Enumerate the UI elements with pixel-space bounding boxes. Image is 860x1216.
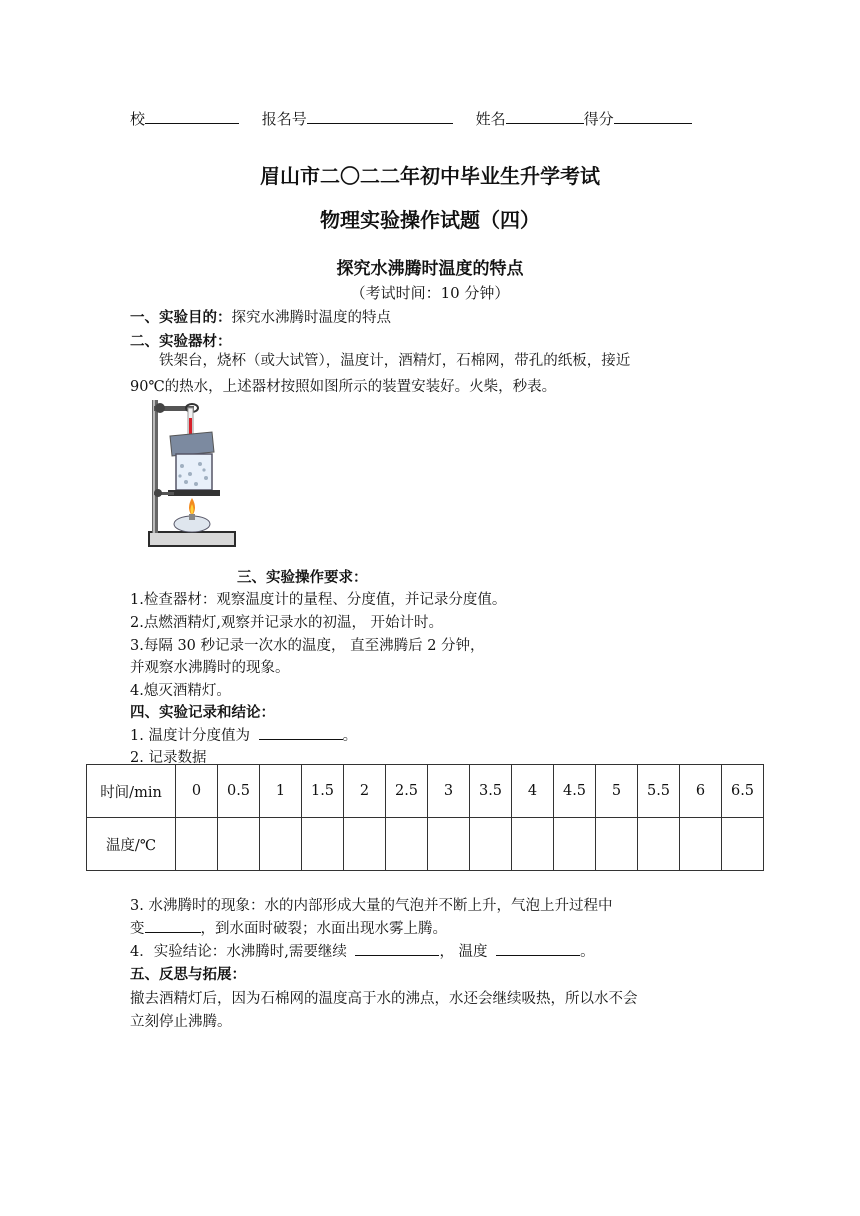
- time-row: [87, 765, 764, 818]
- section4-item-2: 2. 记录数据: [130, 750, 207, 766]
- section4-item1-suffix: 。: [342, 728, 358, 744]
- temperature-cell[interactable]: [260, 818, 302, 871]
- regno-field[interactable]: [307, 109, 453, 124]
- temperature-cell[interactable]: [344, 818, 386, 871]
- time-cell: 4: [512, 765, 554, 818]
- regno-label: 报名号: [261, 110, 307, 128]
- time-header: 时间/min: [87, 765, 176, 818]
- time-cell: 0.5: [218, 765, 260, 818]
- experiment-topic: 探究水沸腾时温度的特点: [336, 259, 524, 279]
- temperature-header: 温度/℃: [87, 818, 176, 871]
- name-label: 姓名: [475, 110, 506, 128]
- section3-item-2: 2.点燃酒精灯,观察并记录水的初温， 开始计时。: [130, 615, 444, 631]
- section4-item4-prefix: 4．实验结论：水沸腾时,需要继续: [130, 944, 347, 960]
- section4-item1-prefix: 1. 温度计分度值为: [130, 728, 250, 744]
- time-cell: 2: [344, 765, 386, 818]
- temperature-cell[interactable]: [176, 818, 218, 871]
- school-field[interactable]: [145, 109, 239, 124]
- exam-subtitle: 物理实验操作试题（四）: [320, 208, 540, 232]
- section4-item-3-line1: 3. 水沸腾时的现象：水的内部形成大量的气泡并不断上升，气泡上升过程中: [130, 898, 613, 914]
- score-label: 得分: [583, 110, 614, 128]
- temperature-cell[interactable]: [512, 818, 554, 871]
- time-cell: 6: [680, 765, 722, 818]
- time-cell: 1.5: [302, 765, 344, 818]
- time-cell: 1: [260, 765, 302, 818]
- scale-division-blank[interactable]: [259, 725, 343, 740]
- section2-materials: [130, 349, 730, 373]
- temperature-cell[interactable]: [302, 818, 344, 871]
- record-table: [86, 764, 764, 871]
- temperature-cell[interactable]: [386, 818, 428, 871]
- school-label: 校: [130, 110, 146, 128]
- section2-line2: 90℃的热水，上述器材按照如图所示的装置安装好。火柴，秒表。: [130, 379, 557, 395]
- section4-item-3-line2: [130, 917, 447, 938]
- time-cell: 2.5: [386, 765, 428, 818]
- section3-item-3: 3.每隔 30 秒记录一次水的温度， 直至沸腾后 2 分钟，: [130, 638, 485, 654]
- section4-item-4: [130, 940, 595, 961]
- section3-item-3-cont: 并观察水沸腾时的现象。: [130, 660, 290, 676]
- apparatus-figure: [130, 394, 260, 558]
- section5-line2: 立刻停止沸腾。: [130, 1014, 232, 1030]
- temperature-cell[interactable]: [470, 818, 512, 871]
- time-cell: 5: [596, 765, 638, 818]
- time-cell: 3.5: [470, 765, 512, 818]
- conclusion-blank-1[interactable]: [355, 941, 439, 956]
- conclusion-blank-2[interactable]: [496, 941, 580, 956]
- section2-line1: 铁架台，烧杯（或大试管），温度计，酒精灯，石棉网，带孔的纸板，接近: [159, 353, 631, 369]
- section3-item-4: 4.熄灭酒精灯。: [130, 683, 231, 699]
- section1: [130, 306, 391, 327]
- section4-item4-suffix: 。: [580, 944, 595, 960]
- temperature-cell[interactable]: [428, 818, 470, 871]
- temperature-cell[interactable]: [596, 818, 638, 871]
- section4-item3-prefix: 变: [130, 921, 145, 937]
- score-field[interactable]: [614, 109, 692, 124]
- boiling-water-apparatus-icon: [130, 394, 260, 558]
- time-cell: 3: [428, 765, 470, 818]
- temperature-cell[interactable]: [638, 818, 680, 871]
- time-cell: 4.5: [554, 765, 596, 818]
- temperature-cell[interactable]: [554, 818, 596, 871]
- exam-main-title: 眉山市二〇二二年初中毕业生升学考试: [260, 164, 600, 188]
- temperature-cell[interactable]: [218, 818, 260, 871]
- candidate-info-line: [130, 108, 692, 129]
- exam-time: （考试时间：10 分钟）: [350, 284, 510, 302]
- section5-line1: 撤去酒精灯后，因为石棉网的温度高于水的沸点，水还会继续吸热，所以水不会: [130, 991, 638, 1007]
- section4-item4-mid: ， 温度: [439, 944, 488, 960]
- section4-item3-suffix: ，到水面时破裂；水面出现水雾上腾。: [200, 921, 447, 937]
- section5-heading: 五、反思与拓展：: [130, 967, 246, 983]
- name-field[interactable]: [506, 109, 584, 124]
- section4-item-1: [130, 724, 357, 745]
- bubble-change-blank[interactable]: [145, 918, 201, 933]
- section1-heading: 一、实验目的：: [130, 310, 232, 326]
- section1-text: 探究水沸腾时温度的特点: [231, 310, 391, 326]
- time-cell: 5.5: [638, 765, 680, 818]
- section2-heading: 二、实验器材：: [130, 334, 232, 350]
- section4-heading: 四、实验记录和结论：: [130, 705, 275, 721]
- time-cell: 6.5: [722, 765, 764, 818]
- temperature-cell[interactable]: [722, 818, 764, 871]
- section3-item-1: 1.检查器材：观察温度计的量程、分度值，并记录分度值。: [130, 592, 507, 608]
- time-cell: 0: [176, 765, 218, 818]
- section3-heading: 三、实验操作要求：: [237, 570, 368, 586]
- temperature-row: [87, 818, 764, 871]
- temperature-cell[interactable]: [680, 818, 722, 871]
